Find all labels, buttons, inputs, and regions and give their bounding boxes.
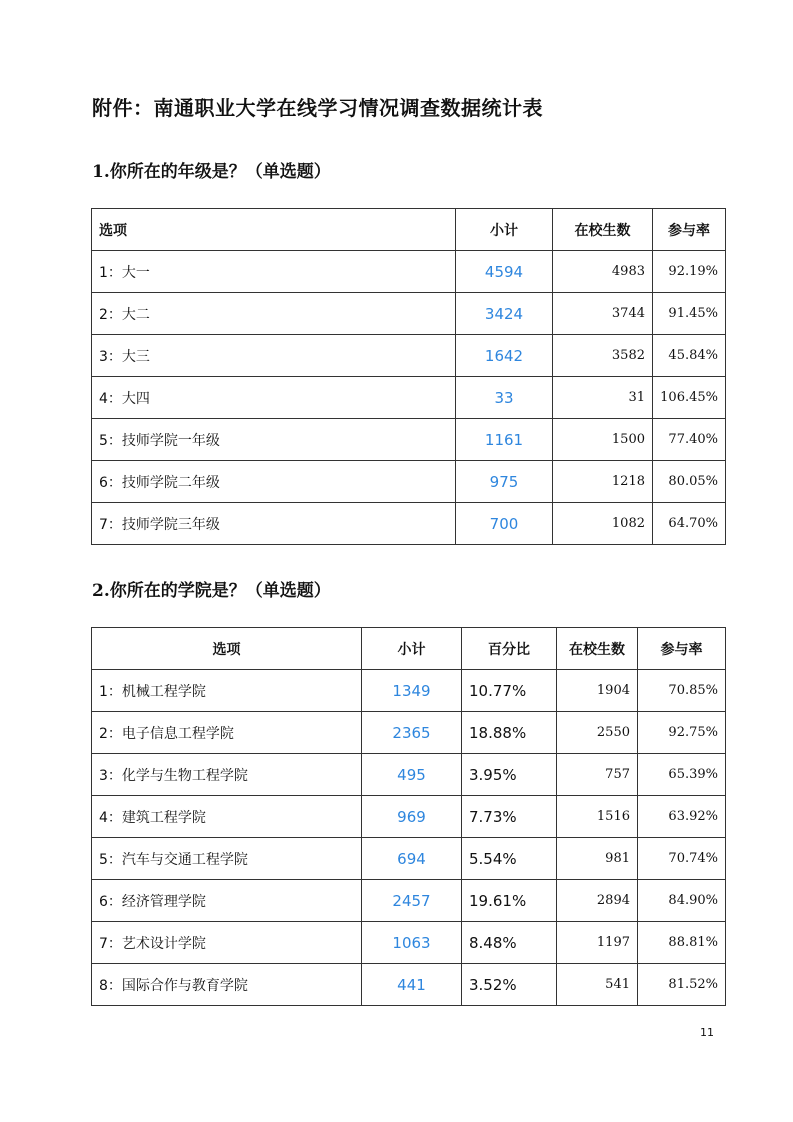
header-enrolled: 在校生数 <box>557 628 638 670</box>
header-percent: 百分比 <box>462 628 557 670</box>
option-cell: 6：经济管理学院 <box>92 880 362 922</box>
subtotal-link[interactable]: 495 <box>362 754 462 796</box>
table-row <box>92 503 726 545</box>
rate-cell: 81.52% <box>638 964 726 1006</box>
subtotal-link[interactable]: 1349 <box>362 670 462 712</box>
subtotal-link[interactable]: 1063 <box>362 922 462 964</box>
enrolled-cell: 1218 <box>553 461 653 503</box>
enrolled-cell: 1500 <box>553 419 653 461</box>
percent-cell: 18.88% <box>462 712 557 754</box>
header-subtotal: 小计 <box>362 628 462 670</box>
rate-cell: 63.92% <box>638 796 726 838</box>
header-rate: 参与率 <box>638 628 726 670</box>
enrolled-cell: 1082 <box>553 503 653 545</box>
table-row <box>92 293 726 335</box>
option-cell: 7：艺术设计学院 <box>92 922 362 964</box>
rate-cell: 80.05% <box>653 461 726 503</box>
enrolled-cell: 4983 <box>553 251 653 293</box>
percent-cell: 10.77% <box>462 670 557 712</box>
option-cell: 6：技师学院二年级 <box>92 461 456 503</box>
rate-cell: 106.45% <box>653 377 726 419</box>
rate-cell: 70.85% <box>638 670 726 712</box>
rate-cell: 77.40% <box>653 419 726 461</box>
enrolled-cell: 981 <box>557 838 638 880</box>
table-row <box>92 251 726 293</box>
page-title: 附件：南通职业大学在线学习情况调查数据统计表 <box>92 96 543 120</box>
subtotal-link[interactable]: 4594 <box>456 251 553 293</box>
percent-cell: 5.54% <box>462 838 557 880</box>
rate-cell: 84.90% <box>638 880 726 922</box>
table-row <box>92 838 726 880</box>
enrolled-cell: 2894 <box>557 880 638 922</box>
option-cell: 1：大一 <box>92 251 456 293</box>
option-cell: 7：技师学院三年级 <box>92 503 456 545</box>
question-1-heading: 1.你所在的年级是？（单选题） <box>92 162 331 182</box>
enrolled-cell: 3744 <box>553 293 653 335</box>
table-row <box>92 670 726 712</box>
enrolled-cell: 1516 <box>557 796 638 838</box>
subtotal-link[interactable]: 3424 <box>456 293 553 335</box>
subtotal-link[interactable]: 1161 <box>456 419 553 461</box>
rate-cell: 92.75% <box>638 712 726 754</box>
percent-cell: 8.48% <box>462 922 557 964</box>
table-row <box>92 754 726 796</box>
option-cell: 8：国际合作与教育学院 <box>92 964 362 1006</box>
rate-cell: 70.74% <box>638 838 726 880</box>
header-enrolled: 在校生数 <box>553 209 653 251</box>
table-row <box>92 335 726 377</box>
enrolled-cell: 1197 <box>557 922 638 964</box>
subtotal-link[interactable]: 2457 <box>362 880 462 922</box>
rate-cell: 92.19% <box>653 251 726 293</box>
option-cell: 1：机械工程学院 <box>92 670 362 712</box>
option-cell: 4：建筑工程学院 <box>92 796 362 838</box>
percent-cell: 3.95% <box>462 754 557 796</box>
question-2-heading: 2.你所在的学院是？（单选题） <box>92 581 331 601</box>
table-row <box>92 377 726 419</box>
option-cell: 2：大二 <box>92 293 456 335</box>
percent-cell: 7.73% <box>462 796 557 838</box>
rate-cell: 64.70% <box>653 503 726 545</box>
option-cell: 5：技师学院一年级 <box>92 419 456 461</box>
subtotal-link[interactable]: 441 <box>362 964 462 1006</box>
rate-cell: 65.39% <box>638 754 726 796</box>
subtotal-link[interactable]: 969 <box>362 796 462 838</box>
option-cell: 4：大四 <box>92 377 456 419</box>
header-option: 选项 <box>92 628 362 670</box>
enrolled-cell: 1904 <box>557 670 638 712</box>
option-cell: 2：电子信息工程学院 <box>92 712 362 754</box>
subtotal-link[interactable]: 33 <box>456 377 553 419</box>
subtotal-link[interactable]: 2365 <box>362 712 462 754</box>
table-row <box>92 880 726 922</box>
option-cell: 5：汽车与交通工程学院 <box>92 838 362 880</box>
rate-cell: 88.81% <box>638 922 726 964</box>
subtotal-link[interactable]: 1642 <box>456 335 553 377</box>
subtotal-link[interactable]: 975 <box>456 461 553 503</box>
table-row <box>92 964 726 1006</box>
enrolled-cell: 541 <box>557 964 638 1006</box>
percent-cell: 3.52% <box>462 964 557 1006</box>
rate-cell: 45.84% <box>653 335 726 377</box>
header-rate: 参与率 <box>653 209 726 251</box>
table-row <box>92 922 726 964</box>
option-cell: 3：大三 <box>92 335 456 377</box>
header-subtotal: 小计 <box>456 209 553 251</box>
enrolled-cell: 3582 <box>553 335 653 377</box>
option-cell: 3：化学与生物工程学院 <box>92 754 362 796</box>
rate-cell: 91.45% <box>653 293 726 335</box>
percent-cell: 19.61% <box>462 880 557 922</box>
enrolled-cell: 2550 <box>557 712 638 754</box>
grade-stats-table <box>91 208 726 545</box>
enrolled-cell: 31 <box>553 377 653 419</box>
college-stats-table <box>91 627 726 1006</box>
header-option: 选项 <box>92 209 456 251</box>
table-header-row <box>92 628 726 670</box>
subtotal-link[interactable]: 694 <box>362 838 462 880</box>
enrolled-cell: 757 <box>557 754 638 796</box>
page-number: 11 <box>700 1026 714 1039</box>
table-row <box>92 419 726 461</box>
subtotal-link[interactable]: 700 <box>456 503 553 545</box>
table-row <box>92 712 726 754</box>
table-header-row <box>92 209 726 251</box>
table-row <box>92 796 726 838</box>
table-row <box>92 461 726 503</box>
